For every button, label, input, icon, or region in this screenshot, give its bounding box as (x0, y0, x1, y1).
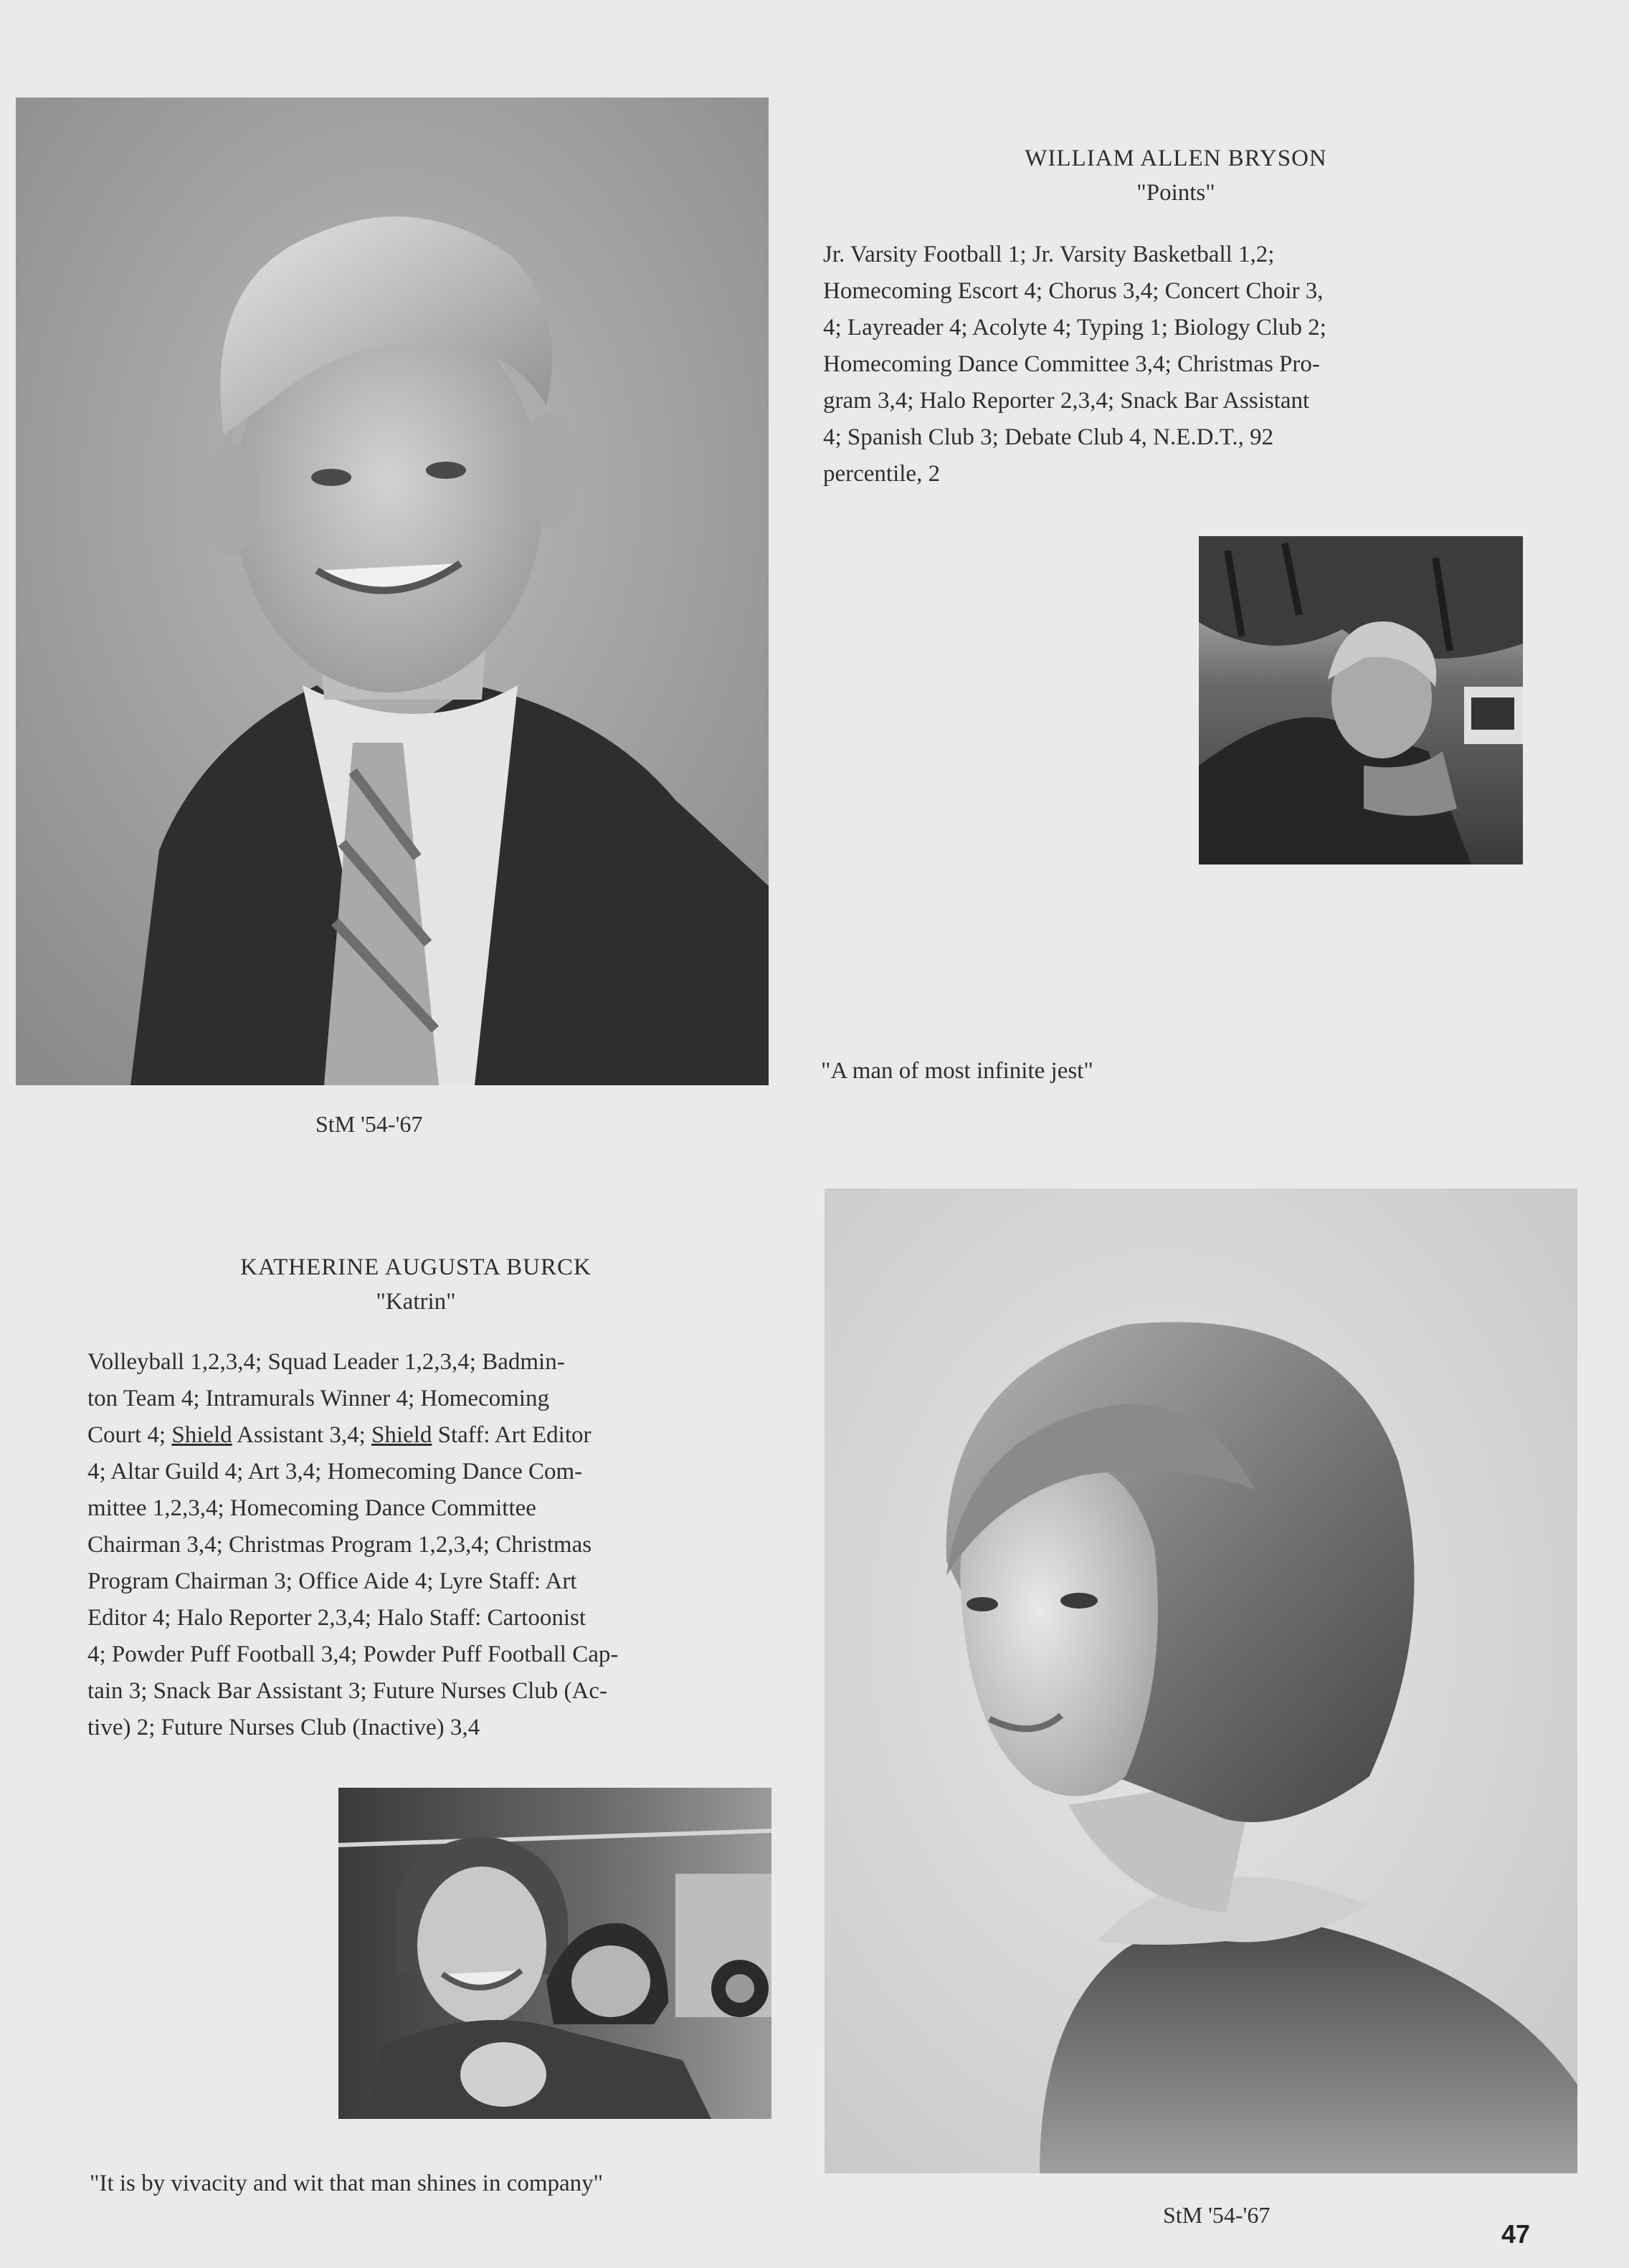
burck-nickname: "Katrin" (376, 1289, 456, 1315)
bryson-activity-line: Homecoming Dance Committee 3,4; Christmas Pro- (823, 351, 1320, 377)
page-number: 47 (1501, 2219, 1531, 2249)
burck-activity-line: Program Chairman 3; Office Aide 4; Lyre Staff: Art (87, 1568, 577, 1594)
burck-activity-line: Editor 4; Halo Reporter 2,3,4; Halo Staff: Cartoonist (87, 1605, 586, 1631)
burck-activity-line: tive) 2; Future Nurses Club (Inactive) 3,4 (87, 1715, 480, 1740)
bryson-portrait-photo (16, 97, 769, 1085)
burck-quote: "It is by vivacity and wit that man shines in company" (90, 2171, 604, 2196)
bryson-candid-photo (1199, 536, 1523, 864)
bryson-activity-line: 4; Layreader 4; Acolyte 4; Typing 1; Biology Club 2; (823, 315, 1326, 340)
bryson-activity-line: Jr. Varsity Football 1; Jr. Varsity Basketball 1,2; (823, 242, 1275, 267)
bryson-quote: "A man of most infinite jest" (821, 1058, 1093, 1084)
burck-activities (87, 1344, 804, 1746)
burck-activity-line: 4; Altar Guild 4; Art 3,4; Homecoming Dance Com- (87, 1459, 583, 1485)
burck-activity-line: mittee 1,2,3,4; Homecoming Dance Committee (87, 1495, 536, 1521)
bryson-activity-line: 4; Spanish Club 3; Debate Club 4, N.E.D.T., 92 (823, 424, 1274, 450)
burck-activity-line: Volleyball 1,2,3,4; Squad Leader 1,2,3,4; Badmin- (87, 1349, 565, 1375)
burck-name: KATHERINE AUGUSTA BURCK (240, 1254, 592, 1280)
burck-activity-line: ton Team 4; Intramurals Winner 4; Homecoming (87, 1386, 549, 1411)
bryson-activity-line: gram 3,4; Halo Reporter 2,3,4; Snack Bar Assistant (823, 388, 1310, 414)
burck-activity-line: Chairman 3,4; Christmas Program 1,2,3,4; Christmas (87, 1532, 592, 1558)
burck-activity-line: tain 3; Snack Bar Assistant 3; Future Nurses Club (Ac- (87, 1678, 608, 1704)
bryson-years: StM '54-'67 (315, 1111, 423, 1137)
bryson-nickname: "Points" (1136, 180, 1215, 206)
bryson-activity-line: percentile, 2 (823, 461, 941, 487)
bryson-name: WILLIAM ALLEN BRYSON (1025, 146, 1327, 171)
burck-years: StM '54-'67 (1163, 2202, 1271, 2228)
burck-candid-photo (338, 1788, 771, 2119)
bryson-activities (823, 237, 1540, 492)
burck-portrait-photo (825, 1188, 1577, 2173)
bryson-activity-line: Homecoming Escort 4; Chorus 3,4; Concert Choir 3, (823, 278, 1324, 304)
burck-activity-line: 4; Powder Puff Football 3,4; Powder Puff Football Cap- (87, 1642, 619, 1667)
burck-activity-line: Court 4; Shield Assistant 3,4; Shield Staff: Art Editor (87, 1422, 592, 1448)
